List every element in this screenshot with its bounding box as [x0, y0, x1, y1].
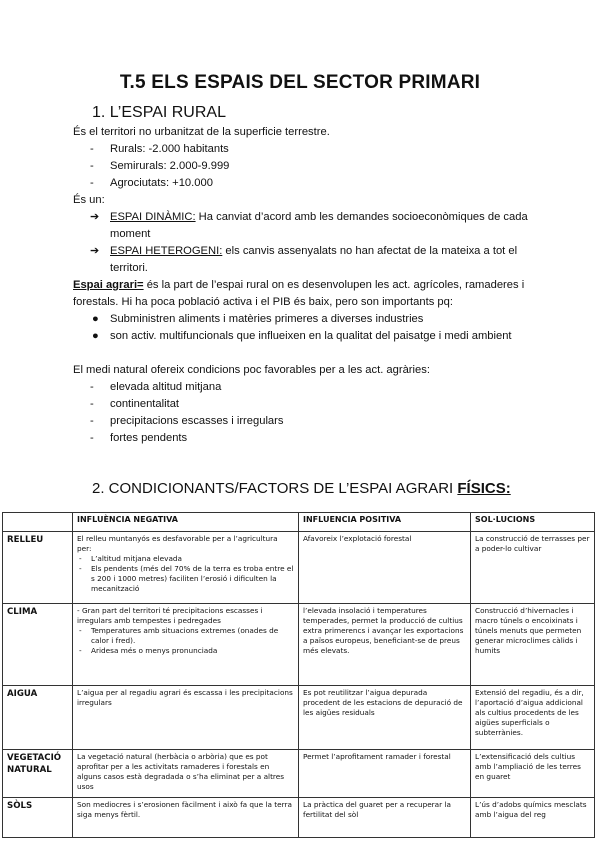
arrow-item-dinamic: ➔ ESPAI DINÀMIC: Ha canviat d’acord amb les demandes socioeconòmiques de cada moment — [90, 211, 528, 240]
cell-negative: L’aigua per al regadiu agrari és escassa i les precipitacions irregulars — [73, 686, 299, 750]
factors-table — [2, 512, 595, 838]
row-factor: RELLEU — [3, 532, 73, 604]
arrow-icon: ➔ — [90, 211, 100, 223]
bullet-item: ● son activ. multifuncionals que influeixen en la qualitat del paisatge i medi ambient — [92, 330, 512, 342]
cell-positive: Afavoreix l’explotació forestal — [299, 532, 471, 604]
table-row — [3, 798, 595, 838]
section-1-heading: 1. L’ESPAI RURAL — [92, 104, 226, 121]
table-row — [3, 686, 595, 750]
cell-solution: L’extensificació dels cultius amb l’ampliació de les terres en guaret — [471, 750, 595, 798]
table-header: SOL·LUCIONS — [471, 513, 595, 532]
cell-positive: l’elevada insolació i temperatures temperades, permet la producció de cultius extra primerencs i avançar les exportacions a països europeus, beneficiant-se de preus més elevats. — [299, 604, 471, 686]
cell-positive: Permet l’aprofitament ramader i forestal — [299, 750, 471, 798]
table-header: INFLUENCIA POSITIVA — [299, 513, 471, 532]
cell-negative: El relleu muntanyós es desfavorable per a l’agricultura per: - L’altitud mitjana elevada - Els pendents (més del 70% de la terra es troba entre el s 200 i 1000 metres) faciliten l’erosió i dificulten la mecanització — [73, 532, 299, 604]
cell-negative: La vegetació natural (herbàcia o arbòria) que es pot aprofitar per a les activitats ramaderes i forestals en alguns casos està degradada o s’ha eliminat per a altres usos — [73, 750, 299, 798]
row-factor: VEGETACIÓ NATURAL — [3, 750, 73, 798]
table-row — [3, 532, 595, 604]
cell-solution: Extensió del regadiu, és a dir, l’aportació d’aigua addicional als cultius procedents de les aigües superficials o subterrànies. — [471, 686, 595, 750]
document-page: T.5 ELS ESPAIS DEL SECTOR PRIMARI 1. L’ESPAI RURAL És el territori no urbanitzat de la superficie terrestre. - Rurals: -2.000 habitants - Semirurals: 2.000-9.999 - Agrociutats: +10.000 És un: ➔ ESPAI DINÀMIC: Ha canviat d’acord amb les demandes socioeconòmiques de cada moment ➔ ESPAI HETEROGENI: els canvis assenyalats no han afectat de la mateixa a tot el territori. Espai agrari= és la part de l’espai rural on es desenvolupen les act. agrícoles, ramaderes i forestals. Hi ha poca població activa i el PIB és baix, pero son importants pq: ● Subministren aliments i matèries primeres a diverses industries ● son activ. multifuncionals que influeixen en la qualitat del paisatge i medi ambient El medi natural ofereix condicions poc favorables per a les act. agràries: - elevada altitud mitjana - continentalitat - precipitacions escasses i irregulars - fortes pendents 2. CONDICIONANTS/FACTORS DE L’ESPAI AGRARI FÍSICS: INFLUÈNCIA NEGATIVA INFLUENCIA POSITIVA SOL·LUCIONS RELLEU El relleu muntanyós es desfavorable per a l’agricultura per: - L’altitud mitjana elevada - Els pendents (més del 70% de la terra es troba entre el s 200 i 1000 metres) faciliten l’erosió i dificulten la mecanització Afavoreix l’explotació forestal La construcció de terrasses per a poder-lo cultivar CLIMA - Gran part del territori té precipitacions escasses i irregulars amb tempestes i pedregades - Temperatures amb situacions extremes (onades de calor i fred). - Aridesa més o menys pronunciada l’elevada insolació i temperatures temperades, permet la producció de cultius extra primerencs i avançar les exportacions a països europeus, beneficiant-se de preus més elevats. Construcció d’hivernacles i macro túnels o encoixinats i túnels menuts que permeten generar microclimes càlids i humits AIGUA L’aigua per al regadiu agrari és escassa i les precipitacions irregulars Es pot reutilitzar l’aigua depurada procedent de les estacions de depuració de les aigües residuals Extensió del regadiu, és a dir, l’aportació d’aigua addicional als cultius procedents de les aigües superficials o subterrànies. VEGETACIÓ NATURAL La vegetació natural (herbàcia o arbòria) que es pot aprofitar per a les activitats ramaderes i forestals en alguns casos està degradada o s’ha eliminat per a altres usos Permet l’aprofitament ramader i forestal L’extensificació dels cultius amb l’ampliació de les terres en guaret SÒLS Son mediocres i s’erosionen fàcilment i això fa que la terra siga menys fèrtil. La pràctica del guaret per a recuperar la fertilitat del sòl L’ús d’adobs químics mesclats amb l’aigua del reg — [0, 0, 600, 848]
espai-agrari-paragraph: Espai agrari= és la part de l’espai rural on es desenvolupen les act. agrícoles, ramaderes i forestals. Hi ha poca població activa i el PIB és baix, pero son importants pq: — [73, 279, 525, 308]
page-title: T.5 ELS ESPAIS DEL SECTOR PRIMARI — [119, 72, 481, 93]
rural-definition: És el territori no urbanitzat de la superficie terrestre. — [73, 126, 330, 138]
table-row — [3, 750, 595, 798]
medi-natural-text: El medi natural ofereix condicions poc favorables per a les act. agràries: — [73, 364, 430, 376]
cell-positive: La pràctica del guaret per a recuperar la fertilitat del sòl — [299, 798, 471, 838]
cell-negative: - Gran part del territori té precipitacions escasses i irregulars amb tempestes i pedregades - Temperatures amb situacions extremes (onades de calor i fred). - Aridesa més o menys pronunciada — [73, 604, 299, 686]
cell-solution: La construcció de terrasses per a poder-lo cultivar — [471, 532, 595, 604]
es-un-label: És un: — [73, 194, 105, 206]
row-factor: CLIMA — [3, 604, 73, 686]
bullet-item: ● Subministren aliments i matèries primeres a diverses industries — [92, 313, 424, 325]
arrow-item-heterogeni: ➔ ESPAI HETEROGENI: els canvis assenyalats no han afectat de la mateixa a tot el territori. — [90, 245, 518, 274]
cell-negative: Son mediocres i s’erosionen fàcilment i això fa que la terra siga menys fèrtil. — [73, 798, 299, 838]
table-header: INFLUÈNCIA NEGATIVA — [73, 513, 299, 532]
table-header-row — [3, 513, 595, 532]
cell-solution: Construcció d’hivernacles i macro túnels o encoixinats i túnels menuts que permeten generar microclimes càlids i humits — [471, 604, 595, 686]
row-factor: AIGUA — [3, 686, 73, 750]
section-2-heading: 2. CONDICIONANTS/FACTORS DE L’ESPAI AGRARI FÍSICS: — [92, 480, 511, 497]
cell-solution: L’ús d’adobs químics mesclats amb l’aigua del reg — [471, 798, 595, 838]
cell-positive: Es pot reutilitzar l’aigua depurada procedent de les estacions de depuració de les aigües residuals — [299, 686, 471, 750]
table-row — [3, 604, 595, 686]
row-factor: SÒLS — [3, 798, 73, 838]
arrow-icon: ➔ — [90, 245, 100, 257]
table-header — [3, 513, 73, 532]
